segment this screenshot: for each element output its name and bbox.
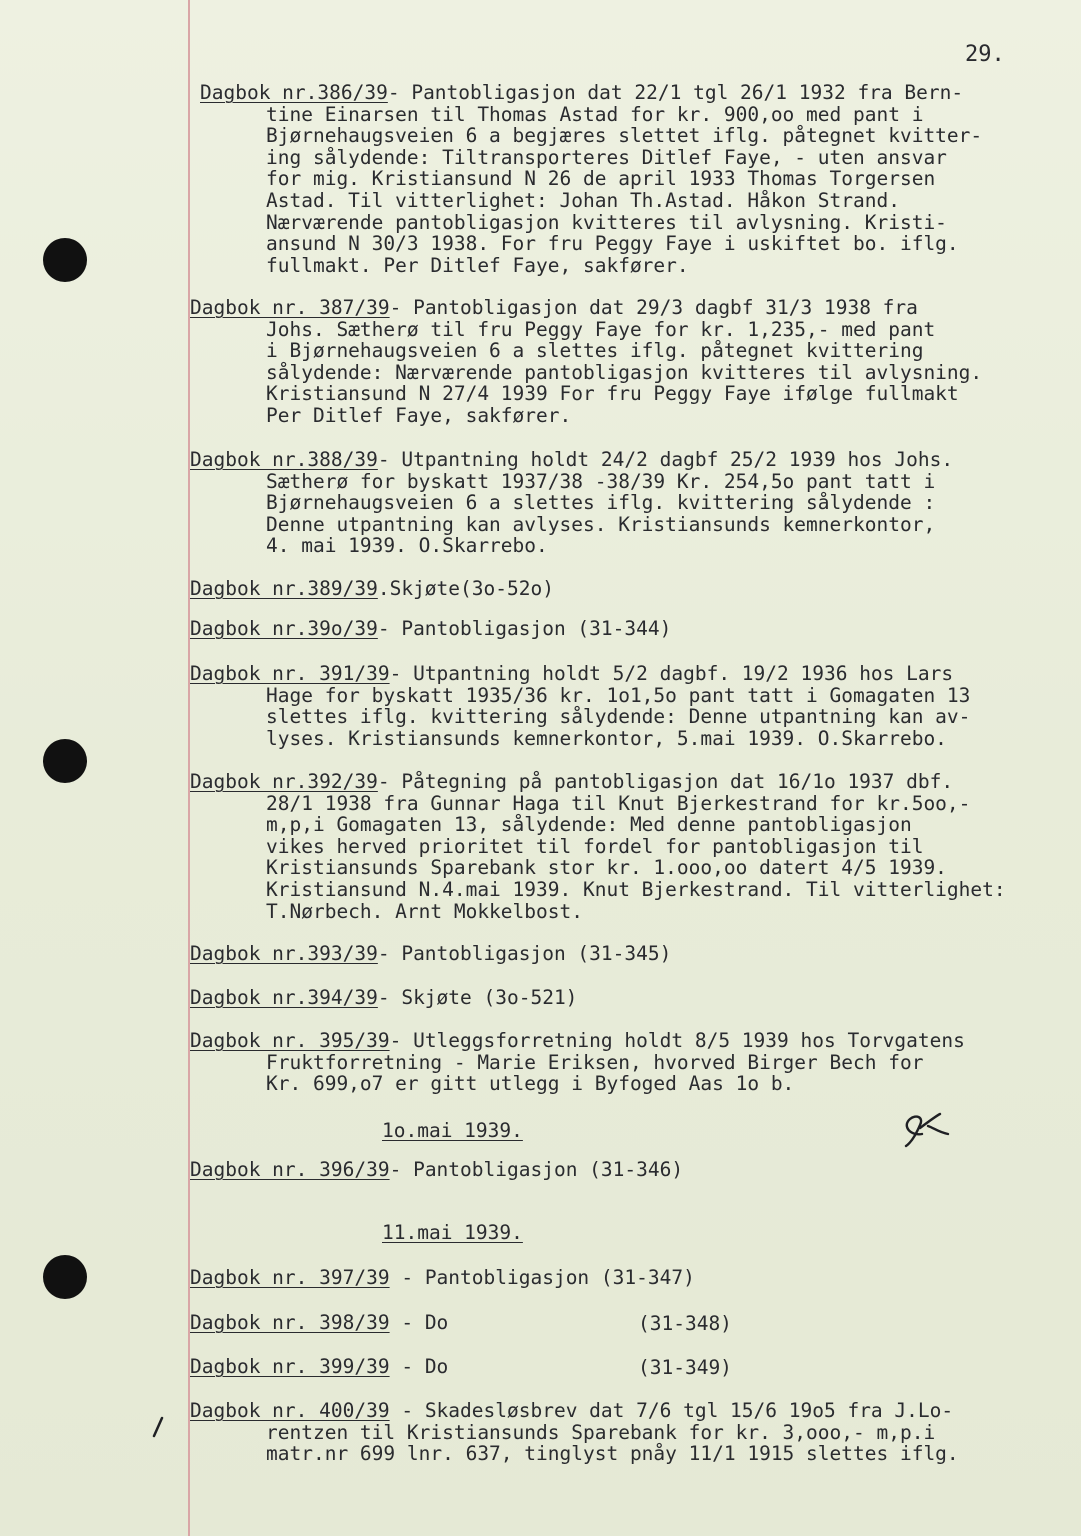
entry-line: i Bjørnehaugsveien 6 a slettes iflg. påtegnet kvittering — [266, 339, 924, 363]
entry-ref: Dagbok nr. 391/39 — [190, 662, 390, 685]
entry-line: lyses. Kristiansunds kemnerkontor, 5.mai 1939. O.Skarrebo. — [266, 726, 947, 750]
entry-line: Johs. Sætherø til fru Peggy Faye for kr. 1,235,- med pant — [266, 317, 936, 341]
entry-ref: Dagbok nr. 400/39 — [190, 1399, 390, 1422]
entry-line: Per Ditlef Faye, sakfører. — [266, 403, 572, 427]
entry-line: - Pantobligasjon (31-345) — [377, 942, 672, 965]
date-heading: 11.mai 1939. — [382, 1221, 523, 1244]
entry-394 — [190, 987, 577, 1009]
entry-line: (31-348) — [638, 1312, 732, 1335]
entry-line: tine Einarsen til Thomas Astad for kr. 900,oo med pant i — [266, 102, 924, 126]
entry-line: Bjørnehaugsveien 6 a slettes iflg. kvittering sålydende : — [266, 491, 936, 515]
entry-line: T.Nørbech. Arnt Mokkelbost. — [266, 899, 583, 923]
page-number: 29. — [965, 42, 1005, 67]
entry-line: vikes herved prioritet til fordel for pantobligasjon til — [266, 834, 924, 858]
entry-386 — [200, 82, 982, 276]
entry-line: Astad. Til vitterlighet: Johan Th.Astad. Håkon Strand. — [266, 188, 900, 212]
entry-line: - Do — [389, 1311, 449, 1334]
entry-line: Sætherø for byskatt 1937/38 -38/39 Kr. 254,5o pant tatt i — [266, 469, 936, 493]
entry-line: Bjørnehaugsveien 6 a begjæres slettet iflg. påtegnet kvitter- — [266, 124, 983, 148]
entry-line: 4. mai 1939. O.Skarrebo. — [266, 534, 548, 558]
entry-line: fullmakt. Per Ditlef Faye, sakfører. — [266, 253, 689, 277]
entry-ref: Dagbok nr. 399/39 — [190, 1355, 390, 1378]
entry-ref: Dagbok nr.388/39 — [190, 448, 378, 471]
punch-hole — [43, 739, 87, 783]
entry-line: - Skjøte (3o-521) — [377, 986, 578, 1009]
entry-line: - Pantobligasjon (31-344) — [377, 617, 672, 640]
entry-ref: Dagbok nr.393/39 — [190, 942, 378, 965]
entry-390 — [190, 618, 671, 640]
entry-399 — [190, 1356, 448, 1378]
entry-line: slettes iflg. kvittering sålydende: Denne utpantning kan av- — [266, 705, 971, 729]
entry-line: Fruktforretning - Marie Eriksen, hvorved Birger Bech for — [266, 1050, 924, 1074]
entry-397 — [190, 1267, 695, 1289]
entry-ref: Dagbok nr. 397/39 — [190, 1266, 390, 1289]
entry-ref: Dagbok nr.392/39 — [190, 770, 378, 793]
entry-line: sålydende: Nærværende pantobligasjon kvitteres til avlysning. — [266, 360, 983, 384]
entry-line: 28/1 1938 fra Gunnar Haga til Knut Bjerkestrand for kr.5oo,- — [266, 791, 971, 815]
entry-line: - Pantobligasjon dat 29/3 dagbf 31/3 1938 fra — [389, 296, 918, 319]
date-heading: 1o.mai 1939. — [382, 1119, 523, 1142]
entry-line: for mig. Kristiansund N 26 de april 1933 Thomas Torgersen — [266, 167, 936, 191]
entry-line: - Utpantning holdt 5/2 dagbf. 19/2 1936 hos Lars — [389, 662, 954, 685]
entry-ref: Dagbok nr.386/39 — [200, 81, 388, 104]
entry-ref: Dagbok nr. 398/39 — [190, 1311, 390, 1334]
entry-388 — [190, 449, 953, 557]
entry-line: Kristiansunds Sparebank stor kr. 1.ooo,oo datert 4/5 1939. — [266, 856, 947, 880]
entry-391 — [190, 663, 970, 749]
entry-line: ansund N 30/3 1938. For fru Peggy Faye i uskiftet bo. iflg. — [266, 232, 959, 256]
punch-hole — [43, 1255, 87, 1299]
entry-line: - Pantobligasjon (31-347) — [389, 1266, 695, 1289]
entry-393 — [190, 943, 671, 965]
margin-tick-mark — [150, 1416, 166, 1438]
entry-389 — [190, 578, 554, 600]
entry-line: ing sålydende: Tiltransporteres Ditlef Faye, - uten ansvar — [266, 145, 947, 169]
entry-line: - Pantobligasjon dat 22/1 tgl 26/1 1932 fra Bern- — [387, 81, 964, 104]
punch-hole — [43, 238, 87, 282]
entry-396 — [190, 1159, 683, 1181]
entry-400 — [190, 1400, 959, 1465]
entry-ref: Dagbok nr. 396/39 — [190, 1158, 390, 1181]
entry-line: Nærværende pantobligasjon kvitteres til avlysning. Kristi- — [266, 210, 947, 234]
entry-line: - Påtegning på pantobligasjon dat 16/1o 1937 dbf. — [377, 770, 954, 793]
entry-line: Denne utpantning kan avlyses. Kristiansunds kemnerkontor, — [266, 512, 936, 536]
initials-signature — [898, 1112, 953, 1148]
entry-line: - Do — [389, 1355, 449, 1378]
entry-ref: Dagbok nr.394/39 — [190, 986, 378, 1009]
entry-398 — [190, 1312, 448, 1334]
entry-line: Hage for byskatt 1935/36 kr. 1o1,5o pant tatt i Gomagaten 13 — [266, 683, 971, 707]
entry-ref: Dagbok nr. 395/39 — [190, 1029, 390, 1052]
entry-line: - Skadesløsbrev dat 7/6 tgl 15/6 19o5 fra J.Lo- — [389, 1399, 954, 1422]
entry-line: (31-349) — [638, 1356, 732, 1379]
entry-ref: Dagbok nr.39o/39 — [190, 617, 378, 640]
entry-387 — [190, 297, 982, 427]
entry-392 — [190, 771, 1006, 922]
entry-line: - Pantobligasjon (31-346) — [389, 1158, 684, 1181]
entry-line: m,p,i Gomagaten 13, sålydende: Med denne pantobligasjon — [266, 813, 912, 837]
entry-ref: Dagbok nr. 387/39 — [190, 296, 390, 319]
entry-line: matr.nr 699 lnr. 637, tinglyst pnåy 11/1 1915 slettes iflg. — [266, 1442, 959, 1466]
entry-line: - Utpantning holdt 24/2 dagbf 25/2 1939 hos Johs. — [377, 448, 954, 471]
entry-line: .Skjøte(3o-52o) — [377, 577, 554, 600]
margin-rule — [188, 0, 190, 1536]
entry-line: - Utleggsforretning holdt 8/5 1939 hos Torvgatens — [389, 1029, 965, 1052]
entry-line: Kr. 699,o7 er gitt utlegg i Byfoged Aas 1o b. — [266, 1072, 795, 1096]
entry-line: Kristiansund N.4.mai 1939. Knut Bjerkestrand. Til vitterlighet: — [266, 877, 1006, 901]
entry-ref: Dagbok nr.389/39 — [190, 577, 378, 600]
entry-395 — [190, 1030, 965, 1095]
entry-line: rentzen til Kristiansunds Sparebank for kr. 3,ooo,- m,p.i — [266, 1420, 936, 1444]
entry-line: Kristiansund N 27/4 1939 For fru Peggy Faye ifølge fullmakt — [266, 382, 959, 406]
